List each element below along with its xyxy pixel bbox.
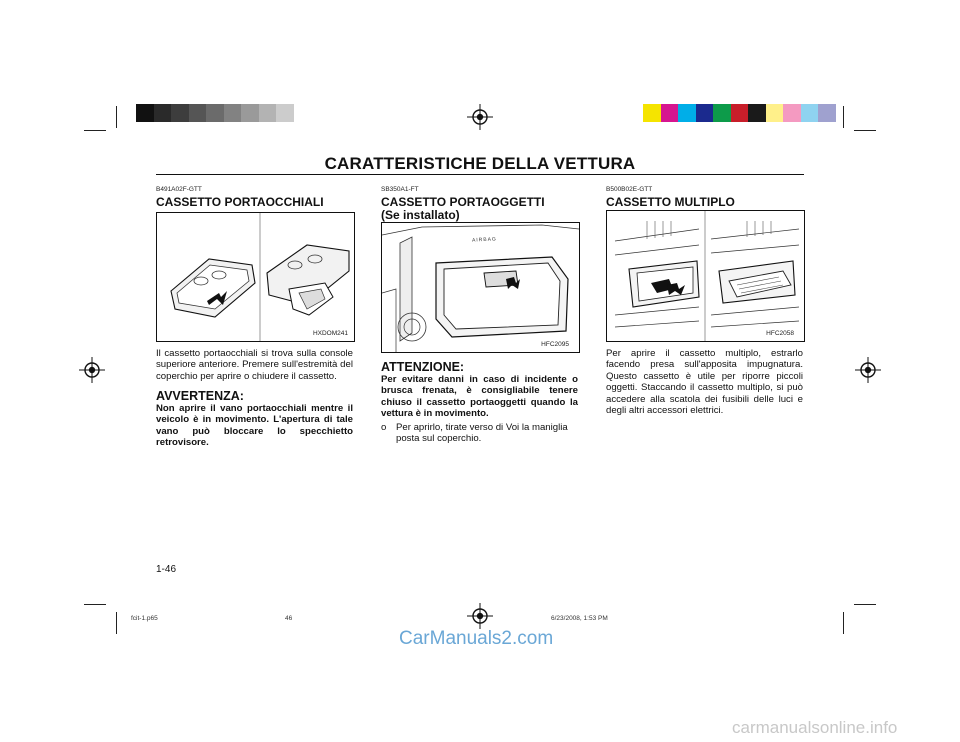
gray-swatch xyxy=(259,104,277,122)
title-rule xyxy=(156,174,804,175)
warning-title-2: ATTENZIONE: xyxy=(381,360,465,374)
footer-file: fcit-1.p65 xyxy=(131,615,158,622)
color-swatch xyxy=(731,104,749,122)
color-swatch xyxy=(801,104,819,122)
registration-mark-top xyxy=(467,104,493,130)
color-swatch xyxy=(643,104,661,122)
page-title: CARATTERISTICHE DELLA VETTURA xyxy=(324,154,636,173)
figure-multi-box xyxy=(606,210,805,342)
warning-title-1: AVVERTENZA: xyxy=(156,389,244,403)
figure-glove-box xyxy=(381,222,580,353)
gray-swatch xyxy=(206,104,224,122)
section-heading-3: CASSETTO MULTIPLO xyxy=(606,195,735,209)
figure-code-2: HFC2095 xyxy=(541,341,569,348)
color-swatch xyxy=(661,104,679,122)
section-heading-1: CASSETTO PORTAOCCHIALI xyxy=(156,195,324,209)
gray-swatch xyxy=(171,104,189,122)
footer-datetime: 6/23/2008, 1:53 PM xyxy=(551,615,608,622)
color-swatch xyxy=(678,104,696,122)
warning-text-2: Per evitare danni in caso di incidente o brusca frenata, è consigliabile tenere chiuso il cassetto portaoggetti quando la vettura è in movimento. xyxy=(381,374,578,420)
gray-swatch xyxy=(224,104,242,122)
gray-swatch xyxy=(154,104,172,122)
registration-mark-left xyxy=(79,357,105,383)
body-text-1: Il cassetto portaocchiali si trova sulla console superiore anteriore. Premere sull'estremità del coperchio per aprire o chiudere il cassetto. xyxy=(156,348,353,382)
multi-box-illustration xyxy=(607,211,804,341)
warning-text-1: Non aprire il vano portaocchiali mentre il veicolo è in movimento. L'apertura di tale vano può bloccare lo specchietto retrovisore. xyxy=(156,403,353,449)
page-number: 1-46 xyxy=(156,564,177,575)
section-heading-2: CASSETTO PORTAOGGETTI xyxy=(381,195,545,209)
registration-mark-right xyxy=(855,357,881,383)
watermark-bottom[interactable]: carmanualsonline.info xyxy=(732,718,898,737)
gray-swatch xyxy=(136,104,154,122)
gray-swatch xyxy=(241,104,259,122)
section-code-2: SB350A1-FT xyxy=(381,186,419,193)
bullet-marker-2: o xyxy=(381,422,387,433)
figure-code-3: HFC2058 xyxy=(766,330,794,337)
registration-mark-bottom xyxy=(467,603,493,629)
section-subheading-2: (Se installato) xyxy=(381,208,460,222)
sunglass-holder-illustration xyxy=(157,213,354,341)
color-swatch xyxy=(818,104,836,122)
body-text-3: Per aprire il cassetto multiplo, estrarlo facendo presa sull'apposita impugnatura. Questo cassetto è utile per riporre piccoli oggetti. Staccando il cassetto multiplo, si può accedere alla scatola dei fusibili delle luci e degli altri accessori elettrici. xyxy=(606,348,803,417)
color-swatch xyxy=(713,104,731,122)
figure-code-1: HXDOM241 xyxy=(312,330,348,337)
section-code-3: B500B02E-GTT xyxy=(606,186,653,193)
footer-number: 46 xyxy=(285,615,293,622)
figure-sunglass-holder xyxy=(156,212,355,342)
color-swatch xyxy=(696,104,714,122)
section-code-1: B491A02F-GTT xyxy=(156,186,202,193)
bullet-text-2: Per aprirlo, tirate verso di Voi la maniglia posta sul coperchio. xyxy=(396,422,568,445)
gray-swatch xyxy=(276,104,294,122)
color-swatch xyxy=(783,104,801,122)
color-swatch xyxy=(766,104,784,122)
color-swatch xyxy=(748,104,766,122)
gray-swatch xyxy=(189,104,207,122)
figure-label-airbag: AIRBAG xyxy=(471,236,498,244)
watermark-top[interactable]: CarManuals2.com xyxy=(399,628,554,649)
